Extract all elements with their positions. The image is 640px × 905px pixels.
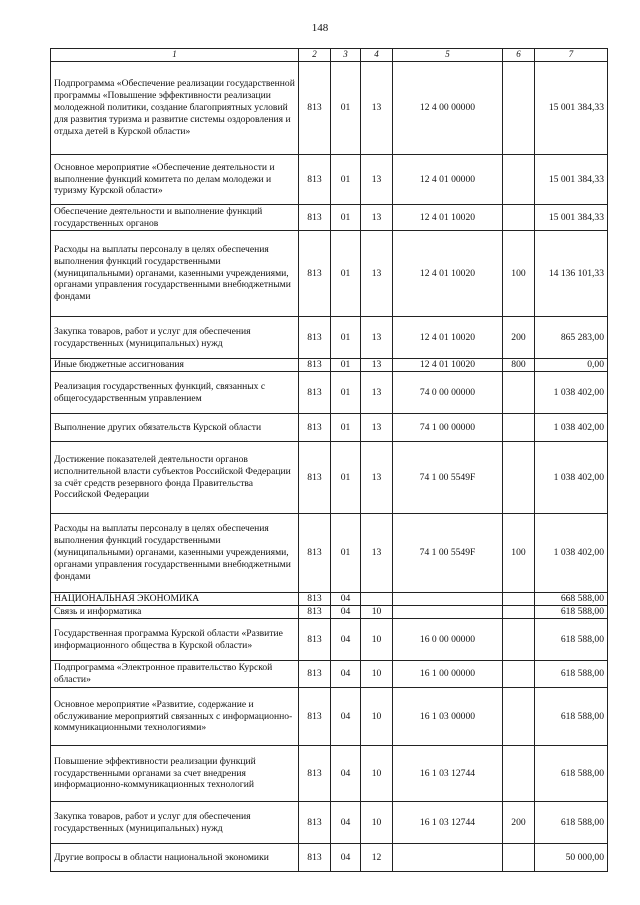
row-section: 04 [331, 619, 361, 661]
row-subsection [361, 593, 393, 606]
row-subsection: 13 [361, 62, 393, 155]
row-amount: 15 001 384,33 [535, 155, 608, 205]
row-subsection: 10 [361, 688, 393, 746]
row-target-article: 12 4 01 10020 [393, 359, 503, 372]
row-target-article: 12 4 00 00000 [393, 62, 503, 155]
row-subsection: 13 [361, 372, 393, 414]
row-amount: 1 038 402,00 [535, 414, 608, 442]
row-name: Обеспечение деятельности и выполнение функций государственных органов [51, 205, 299, 231]
column-header: 3 [331, 49, 361, 62]
row-target-article [393, 844, 503, 872]
row-grbs: 813 [299, 231, 331, 317]
table-row [51, 359, 608, 372]
row-name: Связь и информатика [51, 606, 299, 619]
row-amount: 15 001 384,33 [535, 62, 608, 155]
row-name: Выполнение других обязательств Курской области [51, 414, 299, 442]
table-row [51, 661, 608, 688]
row-expense-type [503, 844, 535, 872]
row-section: 04 [331, 802, 361, 844]
row-amount: 14 136 101,33 [535, 231, 608, 317]
row-expense-type [503, 62, 535, 155]
row-target-article: 16 1 03 12744 [393, 746, 503, 802]
row-name: НАЦИОНАЛЬНАЯ ЭКОНОМИКА [51, 593, 299, 606]
row-amount: 618 588,00 [535, 802, 608, 844]
row-section: 01 [331, 62, 361, 155]
row-section: 04 [331, 746, 361, 802]
row-subsection: 13 [361, 231, 393, 317]
row-grbs: 813 [299, 155, 331, 205]
row-name: Основное мероприятие «Обеспечение деятельности и выполнение функций комитета по делам молодежи и туризму Курской области» [51, 155, 299, 205]
row-subsection: 13 [361, 359, 393, 372]
table-row [51, 317, 608, 359]
row-name: Реализация государственных функций, связанных с общегосударственным управлением [51, 372, 299, 414]
row-grbs: 813 [299, 593, 331, 606]
row-amount: 1 038 402,00 [535, 372, 608, 414]
row-expense-type [503, 593, 535, 606]
row-section: 01 [331, 372, 361, 414]
row-amount: 618 588,00 [535, 661, 608, 688]
row-section: 01 [331, 442, 361, 514]
table-row [51, 372, 608, 414]
row-expense-type [503, 372, 535, 414]
row-section: 04 [331, 606, 361, 619]
table-row [51, 802, 608, 844]
row-target-article: 74 1 00 00000 [393, 414, 503, 442]
row-expense-type: 200 [503, 802, 535, 844]
table-row [51, 844, 608, 872]
row-expense-type: 200 [503, 317, 535, 359]
row-grbs: 813 [299, 606, 331, 619]
row-name: Основное мероприятие «Развитие, содержание и обслуживание мероприятий связанных с информационно-коммуникационными технологиями» [51, 688, 299, 746]
row-name: Достижение показателей деятельности органов исполнительной власти субъектов Российской Федерации за счёт средств резервного фонда Правительства Российской Федерации [51, 442, 299, 514]
row-grbs: 813 [299, 802, 331, 844]
row-subsection: 13 [361, 514, 393, 593]
row-section: 01 [331, 514, 361, 593]
row-target-article: 74 1 00 5549F [393, 514, 503, 593]
row-subsection: 10 [361, 606, 393, 619]
row-target-article: 74 0 00 00000 [393, 372, 503, 414]
row-grbs: 813 [299, 688, 331, 746]
row-name: Закупка товаров, работ и услуг для обеспечения государственных (муниципальных) нужд [51, 317, 299, 359]
column-header: 7 [535, 49, 608, 62]
row-name: Другие вопросы в области национальной экономики [51, 844, 299, 872]
row-target-article: 16 1 03 00000 [393, 688, 503, 746]
row-amount: 668 588,00 [535, 593, 608, 606]
table-row [51, 205, 608, 231]
row-subsection: 13 [361, 442, 393, 514]
table-row [51, 155, 608, 205]
row-section: 01 [331, 317, 361, 359]
row-subsection: 12 [361, 844, 393, 872]
row-name: Закупка товаров, работ и услуг для обеспечения государственных (муниципальных) нужд [51, 802, 299, 844]
row-amount: 0,00 [535, 359, 608, 372]
row-amount: 15 001 384,33 [535, 205, 608, 231]
row-grbs: 813 [299, 359, 331, 372]
row-target-article [393, 593, 503, 606]
row-expense-type [503, 746, 535, 802]
row-expense-type [503, 205, 535, 231]
row-grbs: 813 [299, 372, 331, 414]
row-name: Расходы на выплаты персоналу в целях обеспечения выполнения функций государственными (муниципальными) органами, казенными учреждениями, органами управления государственными внебюджетными фондами [51, 231, 299, 317]
table-row [51, 231, 608, 317]
row-expense-type [503, 688, 535, 746]
row-expense-type: 100 [503, 514, 535, 593]
row-expense-type [503, 155, 535, 205]
row-target-article: 12 4 01 00000 [393, 155, 503, 205]
column-header: 5 [393, 49, 503, 62]
table-row [51, 442, 608, 514]
row-target-article [393, 606, 503, 619]
column-header: 4 [361, 49, 393, 62]
table-row [51, 746, 608, 802]
row-subsection: 10 [361, 802, 393, 844]
column-header: 1 [51, 49, 299, 62]
row-target-article: 16 1 00 00000 [393, 661, 503, 688]
column-header: 6 [503, 49, 535, 62]
row-grbs: 813 [299, 619, 331, 661]
row-grbs: 813 [299, 661, 331, 688]
row-expense-type [503, 414, 535, 442]
row-section: 01 [331, 205, 361, 231]
row-expense-type [503, 661, 535, 688]
row-name: Повышение эффективности реализации функций государственными органами за счет внедрения информационно-коммуникационных технологий [51, 746, 299, 802]
row-subsection: 10 [361, 661, 393, 688]
table-row [51, 619, 608, 661]
row-name: Государственная программа Курской области «Развитие информационного общества в Курской области» [51, 619, 299, 661]
row-amount: 618 588,00 [535, 619, 608, 661]
column-header: 2 [299, 49, 331, 62]
row-amount: 1 038 402,00 [535, 514, 608, 593]
row-section: 01 [331, 414, 361, 442]
row-amount: 50 000,00 [535, 844, 608, 872]
row-target-article: 12 4 01 10020 [393, 317, 503, 359]
row-subsection: 13 [361, 205, 393, 231]
row-section: 04 [331, 688, 361, 746]
row-grbs: 813 [299, 205, 331, 231]
row-expense-type: 800 [503, 359, 535, 372]
row-name: Иные бюджетные ассигнования [51, 359, 299, 372]
row-amount: 618 588,00 [535, 688, 608, 746]
row-target-article: 16 1 03 12744 [393, 802, 503, 844]
row-grbs: 813 [299, 317, 331, 359]
row-target-article: 12 4 01 10020 [393, 205, 503, 231]
page-number: 148 [311, 22, 329, 34]
row-expense-type [503, 619, 535, 661]
row-target-article: 12 4 01 10020 [393, 231, 503, 317]
table-row [51, 414, 608, 442]
table-row [51, 688, 608, 746]
row-amount: 865 283,00 [535, 317, 608, 359]
row-section: 01 [331, 155, 361, 205]
row-section: 04 [331, 844, 361, 872]
row-section: 04 [331, 661, 361, 688]
row-name: Подпрограмма «Электронное правительство Курской области» [51, 661, 299, 688]
row-section: 04 [331, 593, 361, 606]
row-subsection: 10 [361, 746, 393, 802]
row-amount: 1 038 402,00 [535, 442, 608, 514]
row-subsection: 13 [361, 414, 393, 442]
row-subsection: 10 [361, 619, 393, 661]
row-expense-type [503, 606, 535, 619]
row-amount: 618 588,00 [535, 746, 608, 802]
row-section: 01 [331, 231, 361, 317]
budget-table [50, 48, 608, 872]
table-row [51, 62, 608, 155]
row-grbs: 813 [299, 442, 331, 514]
row-name: Расходы на выплаты персоналу в целях обеспечения выполнения функций государственными (муниципальными) органами, казенными учреждениями, органами управления государственными внебюджетными фондами [51, 514, 299, 593]
row-expense-type [503, 442, 535, 514]
row-grbs: 813 [299, 746, 331, 802]
row-expense-type: 100 [503, 231, 535, 317]
row-grbs: 813 [299, 414, 331, 442]
row-grbs: 813 [299, 514, 331, 593]
row-grbs: 813 [299, 844, 331, 872]
table-row [51, 593, 608, 606]
row-name: Подпрограмма «Обеспечение реализации государственной программы «Повышение эффективности реализации молодежной политики, создание благоприятных условий для развития туризма и развитие системы оздоровления и отдыха детей в Курской области» [51, 62, 299, 155]
row-grbs: 813 [299, 62, 331, 155]
row-target-article: 74 1 00 5549F [393, 442, 503, 514]
table-row [51, 606, 608, 619]
row-target-article: 16 0 00 00000 [393, 619, 503, 661]
row-subsection: 13 [361, 317, 393, 359]
column-header-row [51, 49, 608, 62]
table-row [51, 514, 608, 593]
row-subsection: 13 [361, 155, 393, 205]
row-amount: 618 588,00 [535, 606, 608, 619]
row-section: 01 [331, 359, 361, 372]
